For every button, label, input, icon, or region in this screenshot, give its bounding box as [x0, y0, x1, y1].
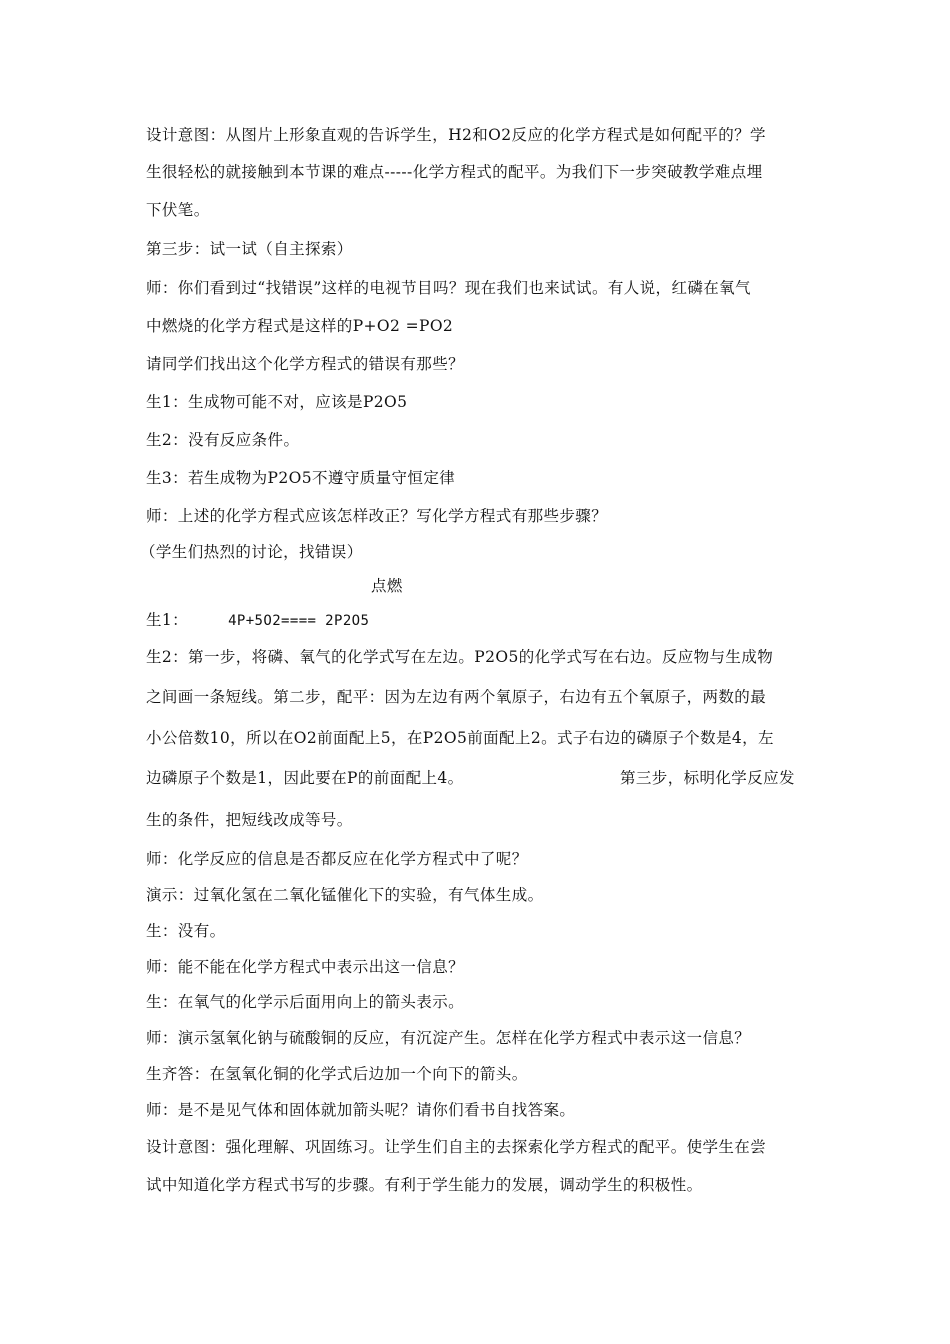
paragraph-line: 生3：若生成物为P2O5不遵守质量守恒定律: [146, 469, 456, 487]
paragraph-line: 生2：第一步，将磷、氧气的化学式写在左边。P2O5的化学式写在右边。反应物与生成物: [146, 648, 774, 666]
paragraph-line: 师：能不能在化学方程式中表示出这一信息？: [146, 958, 465, 976]
paragraph-line: 生的条件，把短线改成等号。: [146, 811, 353, 829]
paragraph-line: 设计意图：强化理解、巩固练习。让学生们自主的去探索化学方程式的配平。使学生在尝: [146, 1138, 767, 1156]
paragraph-line: 生：没有。: [146, 922, 226, 940]
paragraph-line: 生：在氧气的化学示后面用向上的箭头表示。: [146, 993, 465, 1011]
chemical-equation: 4P+5O2==== 2P2O5: [228, 613, 370, 629]
paragraph-line: （学生们热烈的讨论，找错误）: [140, 543, 363, 561]
reaction-condition-label: 点燃: [371, 577, 403, 595]
paragraph-line: 设计意图：从图片上形象直观的告诉学生，H2和O2反应的化学方程式是如何配平的？学: [146, 126, 766, 144]
paragraph-line: 小公倍数10，所以在O2前面配上5，在P2O5前面配上2。式子右边的磷原子个数是4，左: [146, 729, 774, 747]
equation-prefix: 生1：: [146, 611, 189, 629]
paragraph-line: 师：是不是见气体和固体就加箭头呢？请你们看书自找答案。: [146, 1101, 576, 1119]
paragraph-line: 请同学们找出这个化学方程式的错误有那些？: [146, 355, 465, 373]
paragraph-line: 生很轻松的就接触到本节课的难点-----化学方程式的配平。为我们下一步突破教学难点埋: [146, 163, 763, 181]
equation-line: [146, 610, 816, 631]
paragraph-line: 下伏笔。: [146, 201, 210, 219]
section-heading: 第三步：试一试（自主探索）: [146, 240, 353, 258]
paragraph-line: 演示：过氧化氢在二氧化锰催化下的实验，有气体生成。: [146, 886, 544, 904]
paragraph-line-left: 边磷原子个数是1，因此要在P的前面配上4。: [146, 769, 464, 787]
paragraph-line: 试中知道化学方程式书写的步骤。有利于学生能力的发展，调动学生的积极性。: [146, 1176, 703, 1194]
paragraph-line: 生齐答：在氢氧化铜的化学式后边加一个向下的箭头。: [146, 1065, 528, 1083]
paragraph-line: 师：上述的化学方程式应该怎样改正？写化学方程式有那些步骤？: [146, 507, 608, 525]
paragraph-line: 师：演示氢氧化钠与硫酸铜的反应，有沉淀产生。怎样在化学方程式中表示这一信息？: [146, 1029, 751, 1047]
paragraph-line: 中燃烧的化学方程式是这样的P+O2 =PO2: [146, 317, 454, 335]
paragraph-line: 师：化学反应的信息是否都反应在化学方程式中了呢？: [146, 850, 528, 868]
paragraph-line-right: 第三步，标明化学反应发: [620, 769, 795, 787]
paragraph-line: 之间画一条短线。第二步，配平：因为左边有两个氧原子，右边有五个氧原子，两数的最: [146, 688, 767, 706]
paragraph-line: 生1：生成物可能不对，应该是P2O5: [146, 393, 408, 411]
paragraph-line: 生2：没有反应条件。: [146, 431, 300, 449]
paragraph-line: 师：你们看到过“找错误”这样的电视节目吗？现在我们也来试试。有人说，红磷在氧气: [146, 279, 751, 297]
